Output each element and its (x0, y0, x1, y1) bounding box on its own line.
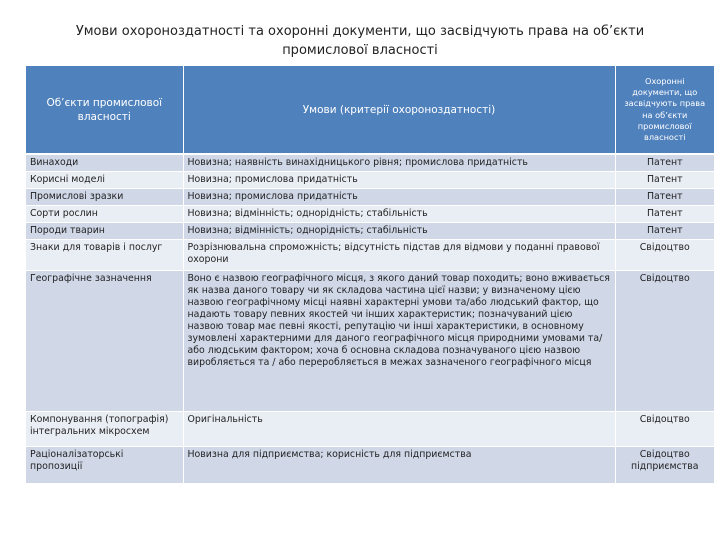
cell-document: Патент (615, 189, 714, 206)
cell-object: Корисні моделі (26, 172, 183, 189)
cell-document: Свідоцтво (615, 240, 714, 271)
cell-object: Компонування (топографія) інтегральних мікросхем (26, 412, 183, 447)
cell-document: Патент (615, 223, 714, 240)
page-title (0, 22, 720, 60)
table-row (26, 240, 714, 271)
cell-conditions: Новизна; промислова придатність (183, 172, 615, 189)
table-row (26, 154, 714, 172)
cell-object: Породи тварин (26, 223, 183, 240)
cell-conditions: Оригінальність (183, 412, 615, 447)
cell-conditions: Воно є назвою географічного місця, з якого даний товар походить; воно вживається як назва даного товару чи як складова частина цієї назви; у визначеному цією назвою географічному місці наявні характерні умови та/або людський фактор, що надають товару певних якостей чи інших характеристик; позначуваний цією назвою товар має певні якості, репутацію чи інші характеристики, в основному зумовлені характерними для даного географічного місця природними умовами та/або людським фактором; хоча б основна складова позначуваного цією назвою виробляється та / або переробляється в межах зазначеного географічного місця (183, 271, 615, 412)
cell-object: Сорти рослин (26, 206, 183, 223)
cell-document: Патент (615, 206, 714, 223)
cell-conditions: Новизна; відмінність; однорідність; стабільність (183, 206, 615, 223)
cell-document: Патент (615, 154, 714, 172)
cell-conditions: Новизна; наявність винахідницького рівня; промислова придатність (183, 154, 615, 172)
header-conditions: Умови (критерії охороноздатності) (183, 66, 615, 154)
table-row (26, 447, 714, 484)
table-row (26, 189, 714, 206)
cell-conditions: Новизна для підприємства; корисність для підприємства (183, 447, 615, 484)
cell-document: Патент (615, 172, 714, 189)
cell-object: Географічне зазначення (26, 271, 183, 412)
table-row (26, 412, 714, 447)
title-line-1: Умови охороноздатності та охоронні документи, що засвідчують права на об’єкти (75, 24, 645, 39)
table-header-row (26, 66, 714, 154)
cell-document: Свідоцтво (615, 271, 714, 412)
cell-object: Винаходи (26, 154, 183, 172)
title-line-2: промислової власності (282, 43, 438, 58)
cell-object: Промислові зразки (26, 189, 183, 206)
table-row (26, 206, 714, 223)
cell-conditions: Новизна; промислова придатність (183, 189, 615, 206)
cell-object: Знаки для товарів і послуг (26, 240, 183, 271)
cell-conditions: Розрізнювальна спроможність; відсутність підстав для відмови у поданні правової охорони (183, 240, 615, 271)
protection-conditions-table (26, 66, 714, 484)
header-objects: Об’єкти промислової власності (26, 66, 183, 154)
cell-conditions: Новизна; відмінність; однорідність; стабільність (183, 223, 615, 240)
cell-object: Раціоналізаторські пропозиції (26, 447, 183, 484)
cell-document: Свідоцтво (615, 412, 714, 447)
table-row (26, 271, 714, 412)
table-row (26, 172, 714, 189)
cell-document: Свідоцтво підприємства (615, 447, 714, 484)
table-row (26, 223, 714, 240)
header-documents: Охоронні документи, що засвідчують права на об’єкти промислової власності (615, 66, 714, 154)
